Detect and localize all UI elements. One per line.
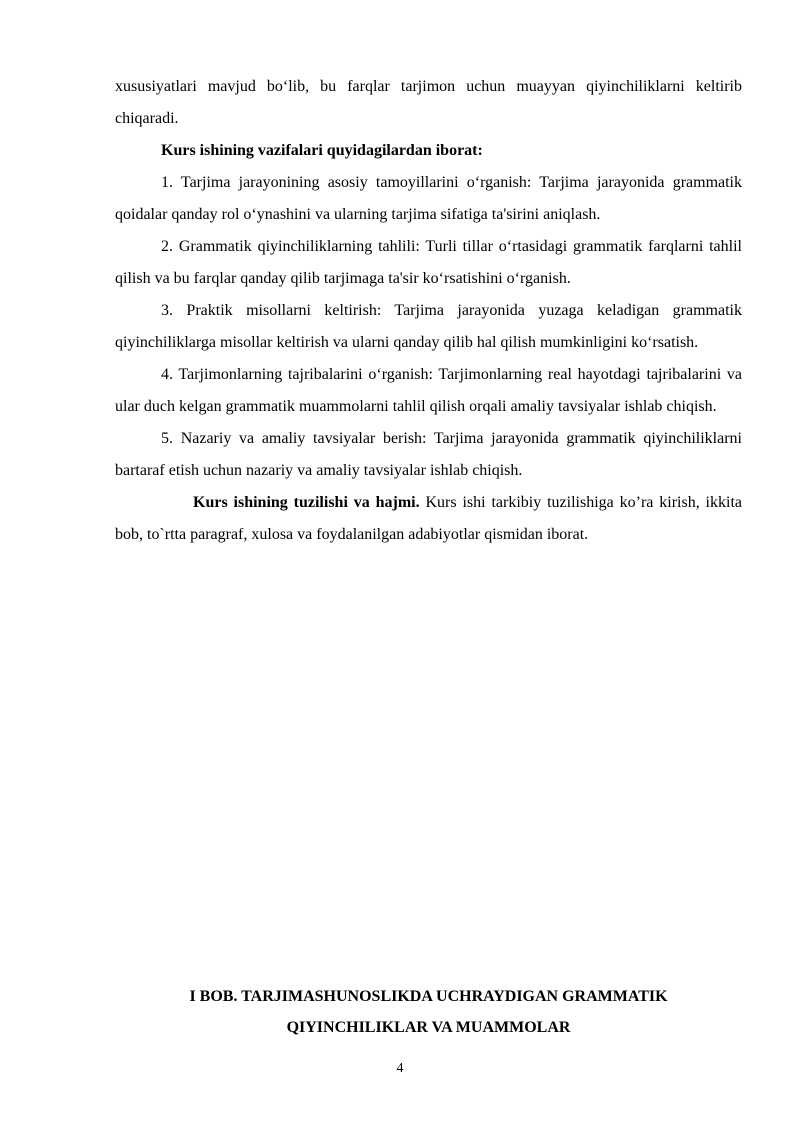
chapter-heading xyxy=(115,981,742,1043)
task-item-2: 2. Grammatik qiyinchiliklarning tahlili: Turli tillar o‘rtasidagi grammatik farqlarni tahlil qilish va bu farqlar qanday qilib tarjimaga ta'sir ko‘rsatishini o‘rganish. xyxy=(115,238,742,287)
task-item-4: 4. Tarjimonlarning tajribalarini o‘rganish: Tarjimonlarning real hayotdagi tajribalarini va ular duch kelgan grammatik muammolarni tahlil qilish orqali amaliy tavsiyalar ishlab chiqish. xyxy=(115,366,742,415)
chapter-heading-line-2: QIYINCHILIKLAR VA MUAMMOLAR xyxy=(286,1019,571,1036)
tasks-heading: Kurs ishining vazifalari quyidagilardan iborat: xyxy=(161,142,483,159)
task-item-1: 1. Tarjima jarayonining asosiy tamoyillarini o‘rganish: Tarjima jarayonida grammatik qoidalar qanday rol o‘ynashini va ularning tarjima sifatiga ta'sirini aniqlash. xyxy=(115,174,742,223)
document-body xyxy=(115,71,742,551)
structure-text: Kurs ishi tarkibiy tuzilishiga ko’ra kirish, ikkita bob, to`rtta paragraf, xulosa va foydalanilgan adabiyotlar qismidan iborat. xyxy=(115,494,742,543)
structure-label: Kurs ishining tuzilishi va hajmi. xyxy=(193,494,420,511)
task-item-3: 3. Praktik misollarni keltirish: Tarjima jarayonida yuzaga keladigan grammatik qiyinchiliklarga misollar keltirish va ularni qanday qilib hal qilish mumkinligini ko‘rsatish. xyxy=(115,302,742,351)
structure-paragraph xyxy=(115,487,742,551)
chapter-heading-line-1: I BOB. TARJIMASHUNOSLIKDA UCHRAYDIGAN GRAMMATIK xyxy=(189,988,668,1005)
continuation-paragraph: xususiyatlari mavjud bo‘lib, bu farqlar tarjimon uchun muayyan qiyinchiliklarni keltirib chiqaradi. xyxy=(115,78,742,127)
task-item-5: 5. Nazariy va amaliy tavsiyalar berish: Tarjima jarayonida grammatik qiyinchiliklarni bartaraf etish uchun nazariy va amaliy tavsiyalar ishlab chiqish. xyxy=(115,430,742,479)
page-number: 4 xyxy=(396,1061,404,1076)
